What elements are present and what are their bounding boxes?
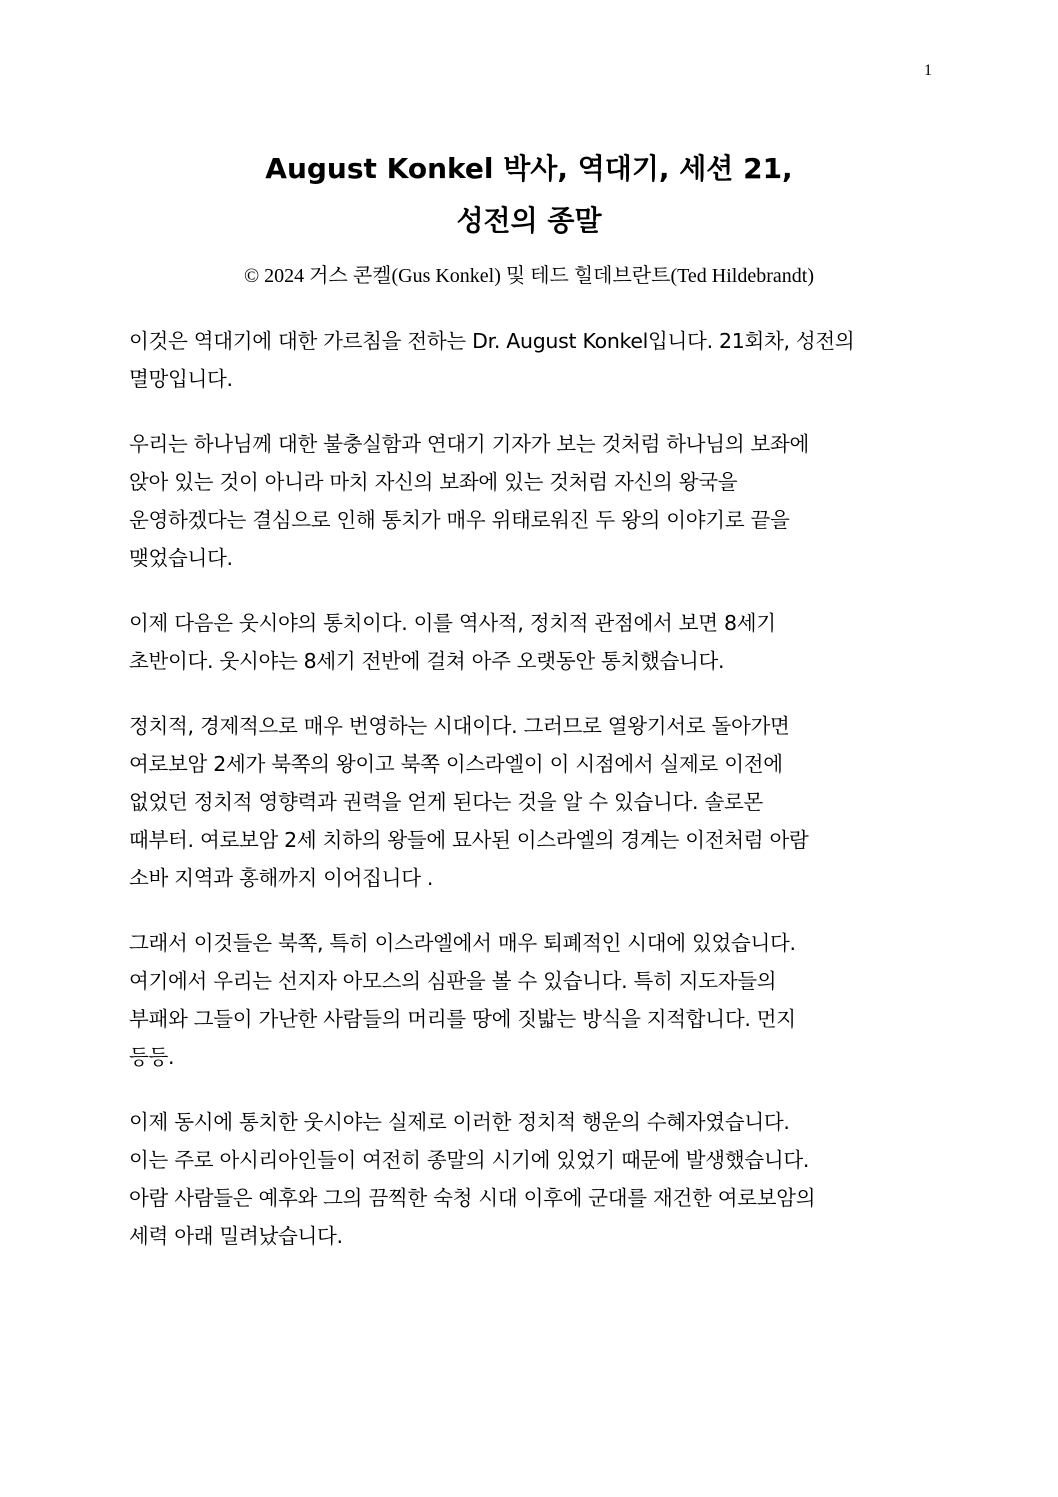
text-line: 여로보암 2세가 북쪽의 왕이고 북쪽 이스라엘이 이 시점에서 실제로 이전에	[129, 752, 783, 776]
text-line: 부패와 그들이 가난한 사람들의 머리를 땅에 짓밟는 방식을 지적합니다. 먼지	[129, 1007, 796, 1031]
paragraph-5	[129, 924, 929, 1076]
paragraph-3	[129, 604, 929, 680]
text-line: 앉아 있는 것이 아니라 마치 자신의 보좌에 있는 것처럼 자신의 왕국을	[129, 470, 738, 494]
text-line: 우리는 하나님께 대한 불충실함과 연대기 기자가 보는 것처럼 하나님의 보좌에	[129, 432, 810, 456]
text-line: 등등.	[129, 1045, 175, 1069]
text-line: 소바 지역과 홍해까지 이어집니다 .	[129, 866, 434, 890]
text-line: 여기에서 우리는 선지자 아모스의 심판을 볼 수 있습니다. 특히 지도자들의	[129, 969, 777, 993]
text-line: 이제 동시에 통치한 웃시야는 실제로 이러한 정치적 행운의 수혜자였습니다.	[129, 1110, 790, 1134]
text-line: 맺었습니다.	[129, 546, 233, 570]
text-line: 그래서 이것들은 북쪽, 특히 이스라엘에서 매우 퇴폐적인 시대에 있었습니다.	[129, 931, 796, 955]
text-line: 아람 사람들은 예후와 그의 끔찍한 숙청 시대 이후에 군대를 재건한 여로보암의	[129, 1186, 816, 1210]
text-line: 멸망입니다.	[129, 367, 233, 391]
document-title	[0, 143, 1058, 247]
paragraph-1	[129, 322, 929, 398]
title-line-2: 성전의 종말	[456, 204, 602, 237]
paragraph-6	[129, 1103, 929, 1255]
paragraph-4	[129, 707, 929, 897]
text-line: 정치적, 경제적으로 매우 번영하는 시대이다. 그러므로 열왕기서로 돌아가면	[129, 714, 790, 738]
text-line: 세력 아래 밀려났습니다.	[129, 1224, 343, 1248]
text-line: 초반이다. 웃시야는 8세기 전반에 걸쳐 아주 오랫동안 통치했습니다.	[129, 649, 725, 673]
text-line: 이것은 역대기에 대한 가르침을 전하는 Dr. August Konkel입니다. 21회차, 성전의	[129, 329, 855, 353]
paragraph-2	[129, 425, 929, 577]
document-body	[129, 322, 929, 1282]
text-line: 이는 주로 아시리아인들이 여전히 종말의 시기에 있었기 때문에 발생했습니다.	[129, 1148, 810, 1172]
text-line: 이제 다음은 웃시야의 통치이다. 이를 역사적, 정치적 관점에서 보면 8세기	[129, 611, 776, 635]
copyright-notice: © 2024 거스 콘켈(Gus Konkel) 및 테드 힐데브란트(Ted Hildebrandt)	[243, 265, 814, 287]
page-number: 1	[924, 62, 932, 79]
title-line-1: August Konkel 박사, 역대기, 세션 21,	[265, 152, 793, 185]
text-line: 때부터. 여로보암 2세 치하의 왕들에 묘사된 이스라엘의 경계는 이전처럼 아람	[129, 828, 809, 852]
text-line: 운영하겠다는 결심으로 인해 통치가 매우 위태로워진 두 왕의 이야기로 끝을	[129, 508, 790, 532]
text-line: 없었던 정치적 영향력과 권력을 얻게 된다는 것을 알 수 있습니다. 솔로몬	[129, 790, 763, 814]
